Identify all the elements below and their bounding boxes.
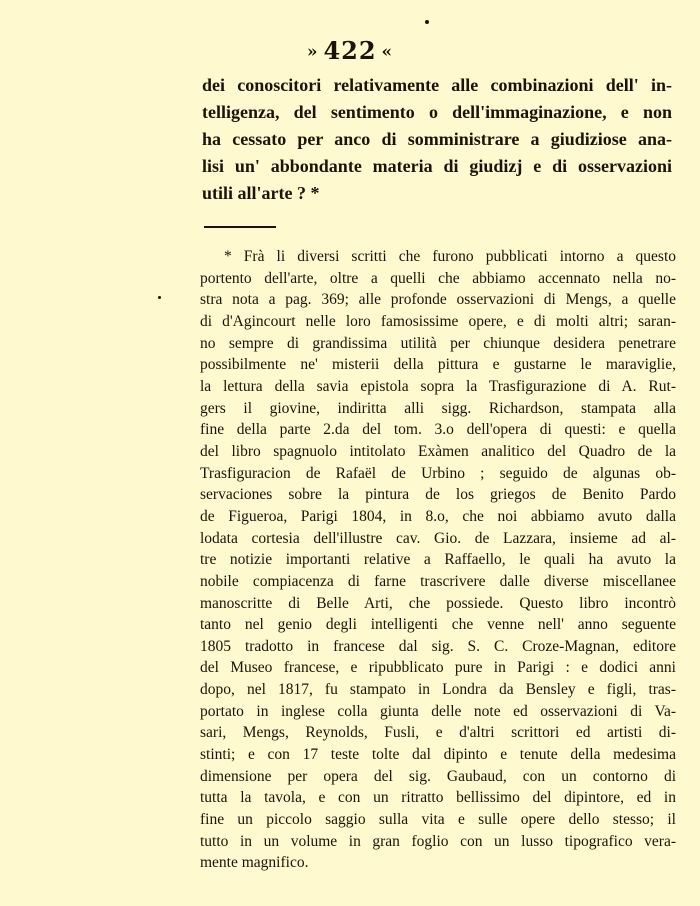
footnote: [200, 246, 676, 874]
footnote-line: fine della parte 2.da del tom. 3.o dell'opera di questi: e quella: [200, 421, 676, 439]
footnote-line: tanto nel genio degli intelligenti che venne nell' anno seguente: [200, 616, 676, 634]
margin-dot: [158, 296, 161, 299]
text-line: utili all'arte ? *: [202, 183, 320, 203]
footnote-line: del Museo francese, e ripubblicato pure in Parigi : e dodici anni: [200, 659, 676, 677]
footnote-line: de Figueroa, Parigi 1804, in 8.o, che noi abbiamo avuto dalla: [200, 507, 676, 525]
footnote-line: mente magnifico.: [200, 854, 309, 872]
page-number: 422: [323, 36, 377, 65]
footnote-line: fine un piccolo saggio sulla vita e sulle opere dello stesso; il: [200, 811, 676, 829]
text-line: dei conoscitori relativamente alle combinazioni dell' in-: [202, 75, 672, 95]
left-ornament: »: [306, 42, 319, 62]
main-text: [202, 72, 672, 207]
footnote-line: servaciones sobre la pintura de los griegos de Benito Pardo: [200, 486, 676, 504]
footnote-line: tre notizie importanti relative a Raffaello, le quali ha avuto la: [200, 551, 676, 569]
footnote-line: tutto in un volume in gran foglio con un lusso tipografico vera-: [200, 832, 676, 850]
footnote-line: gers il giovine, indiritta alli sigg. Richardson, stampata alla: [200, 399, 676, 417]
footnote-line: 1805 tradotto in francese dal sig. S. C. Croze-Magnan, editore: [200, 637, 676, 655]
footnote-line: tutta la tavola, e con un ritratto bellissimo del dipintore, ed in: [200, 789, 676, 807]
footnote-line: dopo, nel 1817, fu stampato in Londra da Bensley e figli, tras-: [200, 681, 676, 699]
footnote-line: dimensione per opera del sig. Gaubaud, con un contorno di: [200, 767, 676, 785]
footnote-line: la lettura della savia epistola sopra la Trasfigurazione di A. Rut-: [200, 377, 676, 395]
footnote-line: lodata cortesia dell'illustre cav. Gio. de Lazzara, insieme ad al-: [200, 529, 676, 547]
ink-mark: [425, 20, 429, 24]
footnote-line: no sempre di grandissima utilità per chiunque desidera penetrare: [200, 334, 676, 352]
footnote-line: nobile compiacenza di farne trascrivere dalle diverse miscellanee: [200, 572, 676, 590]
text-line: lisi un' abbondante materia di giudizj e di osservazioni: [202, 156, 672, 176]
footnote-line: * Frà li diversi scritti che furono pubblicati intorno a questo: [224, 248, 676, 265]
footnote-line: stinti; e con 17 teste tolte dal dipinto e tenute della medesima: [200, 746, 676, 764]
footnote-divider: [204, 226, 276, 228]
footnote-line: Trasfiguracion de Rafaël de Urbino ; seguido de algunas ob-: [200, 464, 676, 482]
footnote-line: di d'Agincourt nelle loro famosissime opere, e di molti altri; saran-: [200, 312, 676, 330]
footnote-line: del libro spagnuolo intitolato Exàmen analitico del Quadro de la: [200, 442, 676, 460]
footnote-line: portento dell'arte, oltre a quelli che abbiamo accennato nella no-: [200, 269, 676, 287]
footnote-line: possibilmente ne' misterii della pittura e gustarne le maraviglie,: [200, 356, 676, 374]
footnote-line: sari, Mengs, Reynolds, Fusli, e d'altri scrittori ed artisti di-: [200, 724, 676, 742]
text-line: telligenza, del sentimento o dell'immaginazione, e non: [202, 102, 672, 122]
right-ornament: «: [381, 42, 394, 62]
footnote-line: stra nota a pag. 369; alle profonde osservazioni di Mengs, a quelle: [200, 291, 676, 309]
footnote-line: portato in inglese colla giunta delle note ed osservazioni di Va-: [200, 702, 676, 720]
text-line: ha cessato per anco di somministrare a giudiziose ana-: [202, 129, 672, 149]
footnote-line: manoscritte di Belle Arti, che possiede. Questo libro incontrò: [200, 594, 676, 612]
page-header: [0, 36, 700, 67]
